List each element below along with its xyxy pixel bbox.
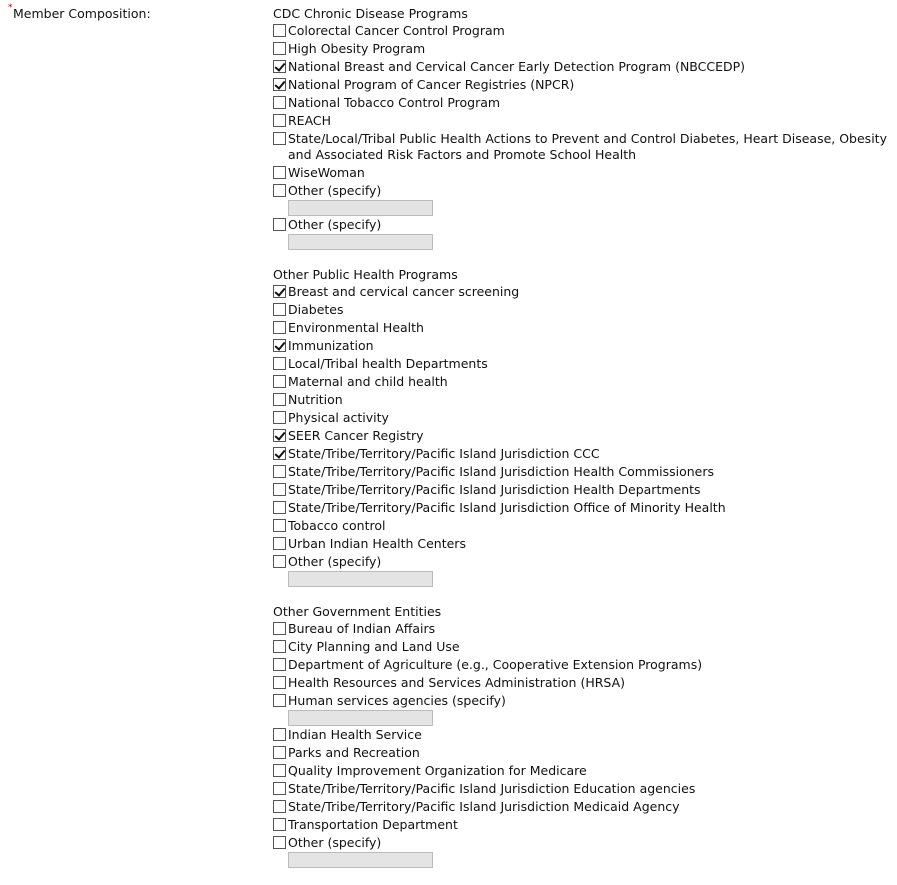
- checkbox-option[interactable]: [273, 463, 888, 481]
- option-label[interactable]: Breast and cervical cancer screening: [288, 284, 520, 299]
- option-label[interactable]: State/Tribe/Territory/Pacific Island Jurisdiction Medicaid Agency: [288, 799, 680, 814]
- checkbox-option[interactable]: [273, 301, 888, 319]
- checkbox-option[interactable]: [273, 391, 888, 409]
- checkbox-option[interactable]: [273, 130, 888, 164]
- checkbox-checked[interactable]: [273, 60, 286, 73]
- checkbox-option[interactable]: [273, 535, 888, 553]
- checkbox-option[interactable]: [273, 620, 888, 638]
- option-label[interactable]: State/Tribe/Territory/Pacific Island Jurisdiction Health Commissioners: [288, 464, 715, 479]
- option-label[interactable]: Physical activity: [288, 410, 389, 425]
- option-label[interactable]: Indian Health Service: [288, 727, 422, 742]
- checkbox-option[interactable]: [273, 409, 888, 427]
- checkbox-option[interactable]: [273, 319, 888, 337]
- checkbox-option[interactable]: [273, 445, 888, 463]
- checkbox[interactable]: [273, 746, 286, 759]
- section-group: [273, 6, 888, 250]
- checkbox[interactable]: [273, 166, 286, 179]
- option-label[interactable]: Colorectal Cancer Control Program: [288, 23, 505, 38]
- option-label[interactable]: Other (specify): [288, 217, 382, 232]
- checkbox-option[interactable]: [273, 780, 888, 798]
- option-label[interactable]: Local/Tribal health Departments: [288, 356, 488, 371]
- checkbox-option[interactable]: [273, 517, 888, 535]
- checkbox-option[interactable]: [273, 216, 888, 234]
- checkbox-option[interactable]: [273, 726, 888, 744]
- specify-input[interactable]: [288, 234, 433, 250]
- section-title: Other Public Health Programs: [273, 267, 458, 282]
- checkbox[interactable]: [273, 836, 286, 849]
- checkbox-checked[interactable]: [273, 429, 286, 442]
- checkbox-option[interactable]: [273, 834, 888, 852]
- checkbox[interactable]: [273, 640, 286, 653]
- option-label[interactable]: National Tobacco Control Program: [288, 95, 501, 110]
- option-label[interactable]: Quality Improvement Organization for Medicare: [288, 763, 587, 778]
- section-group: [273, 604, 888, 868]
- checkbox[interactable]: [273, 519, 286, 532]
- option-label[interactable]: Environmental Health: [288, 320, 424, 335]
- checkbox-option[interactable]: [273, 674, 888, 692]
- option-label[interactable]: Human services agencies (specify): [288, 693, 506, 708]
- specify-input[interactable]: [288, 852, 433, 868]
- checkbox-option[interactable]: [273, 427, 888, 445]
- checkbox[interactable]: [273, 411, 286, 424]
- checkbox[interactable]: [273, 694, 286, 707]
- checkbox-option[interactable]: [273, 40, 888, 58]
- checkbox[interactable]: [273, 465, 286, 478]
- option-label[interactable]: High Obesity Program: [288, 41, 426, 56]
- option-label[interactable]: SEER Cancer Registry: [288, 428, 424, 443]
- section-group: [273, 267, 888, 587]
- checkbox[interactable]: [273, 501, 286, 514]
- checkbox[interactable]: [273, 658, 286, 671]
- checkbox-checked[interactable]: [273, 447, 286, 460]
- specify-input[interactable]: [288, 710, 433, 726]
- checkbox[interactable]: [273, 728, 286, 741]
- checkbox-option[interactable]: [273, 373, 888, 391]
- checkbox[interactable]: [273, 676, 286, 689]
- option-label[interactable]: State/Tribe/Territory/Pacific Island Jurisdiction CCC: [288, 446, 600, 461]
- checkbox[interactable]: [273, 393, 286, 406]
- checkbox-option[interactable]: [273, 762, 888, 780]
- option-label[interactable]: Transportation Department: [288, 817, 458, 832]
- checkbox[interactable]: [273, 622, 286, 635]
- checkbox[interactable]: [273, 184, 286, 197]
- checkbox[interactable]: [273, 782, 286, 795]
- checkbox[interactable]: [273, 800, 286, 813]
- checkbox[interactable]: [273, 375, 286, 388]
- checkbox-option[interactable]: [273, 692, 888, 710]
- checkbox-option[interactable]: [273, 656, 888, 674]
- checkbox-option[interactable]: [273, 22, 888, 40]
- specify-input[interactable]: [288, 200, 433, 216]
- option-label[interactable]: Bureau of Indian Affairs: [288, 621, 436, 636]
- checkbox-option[interactable]: [273, 164, 888, 182]
- checkbox[interactable]: [273, 818, 286, 831]
- checkbox[interactable]: [273, 357, 286, 370]
- option-label[interactable]: Maternal and child health: [288, 374, 448, 389]
- checkbox[interactable]: [273, 96, 286, 109]
- checkbox-option[interactable]: [273, 798, 888, 816]
- option-label[interactable]: State/Tribe/Territory/Pacific Island Jurisdiction Education agencies: [288, 781, 696, 796]
- checkbox[interactable]: [273, 218, 286, 231]
- checkbox[interactable]: [273, 114, 286, 127]
- checkbox[interactable]: [273, 42, 286, 55]
- section-title: Other Government Entities: [273, 604, 442, 619]
- checkbox-option[interactable]: [273, 112, 888, 130]
- checkbox-option[interactable]: [273, 94, 888, 112]
- option-label[interactable]: State/Local/Tribal Public Health Actions to Prevent and Control Diabetes, Heart Disease, Obesity and Associated Risk Factors and Promote School Health: [288, 131, 887, 162]
- option-label[interactable]: Tobacco control: [288, 518, 386, 533]
- option-label[interactable]: Parks and Recreation: [288, 745, 420, 760]
- checkbox[interactable]: [273, 132, 286, 145]
- checkbox-option[interactable]: [273, 481, 888, 499]
- field-label: Member Composition:: [13, 6, 151, 21]
- checkbox[interactable]: [273, 24, 286, 37]
- option-label[interactable]: National Program of Cancer Registries (NPCR): [288, 77, 575, 92]
- option-label[interactable]: Department of Agriculture (e.g., Cooperative Extension Programs): [288, 657, 703, 672]
- option-label[interactable]: Health Resources and Services Administration (HRSA): [288, 675, 625, 690]
- option-label[interactable]: Other (specify): [288, 835, 382, 850]
- checkbox[interactable]: [273, 483, 286, 496]
- required-marker: *: [8, 3, 13, 13]
- checkbox-option[interactable]: [273, 553, 888, 571]
- option-label[interactable]: Other (specify): [288, 554, 382, 569]
- checkbox-option[interactable]: [273, 638, 888, 656]
- option-label[interactable]: City Planning and Land Use: [288, 639, 460, 654]
- checkbox[interactable]: [273, 303, 286, 316]
- option-label[interactable]: Diabetes: [288, 302, 344, 317]
- checkbox[interactable]: [273, 764, 286, 777]
- option-label[interactable]: WiseWoman: [288, 165, 365, 180]
- checkbox-option[interactable]: [273, 283, 888, 301]
- option-label[interactable]: Other (specify): [288, 183, 382, 198]
- checkbox[interactable]: [273, 555, 286, 568]
- option-label[interactable]: State/Tribe/Territory/Pacific Island Jurisdiction Office of Minority Health: [288, 500, 726, 515]
- checkbox-option[interactable]: [273, 182, 888, 200]
- checkbox-checked[interactable]: [273, 285, 286, 298]
- member-composition-options: [273, 6, 888, 885]
- checkbox-checked[interactable]: [273, 78, 286, 91]
- checkbox-option[interactable]: [273, 337, 888, 355]
- checkbox-option[interactable]: [273, 355, 888, 373]
- checkbox-checked[interactable]: [273, 339, 286, 352]
- option-label[interactable]: State/Tribe/Territory/Pacific Island Jurisdiction Health Departments: [288, 482, 701, 497]
- option-label[interactable]: REACH: [288, 113, 332, 128]
- checkbox-option[interactable]: [273, 58, 888, 76]
- checkbox[interactable]: [273, 537, 286, 550]
- checkbox[interactable]: [273, 321, 286, 334]
- checkbox-option[interactable]: [273, 744, 888, 762]
- section-title: CDC Chronic Disease Programs: [273, 6, 468, 21]
- checkbox-option[interactable]: [273, 816, 888, 834]
- checkbox-option[interactable]: [273, 76, 888, 94]
- option-label[interactable]: Nutrition: [288, 392, 343, 407]
- option-label[interactable]: Immunization: [288, 338, 374, 353]
- option-label[interactable]: Urban Indian Health Centers: [288, 536, 466, 551]
- checkbox-option[interactable]: [273, 499, 888, 517]
- option-label[interactable]: National Breast and Cervical Cancer Early Detection Program (NBCCEDP): [288, 59, 746, 74]
- member-composition-label: [8, 3, 151, 21]
- specify-input[interactable]: [288, 571, 433, 587]
